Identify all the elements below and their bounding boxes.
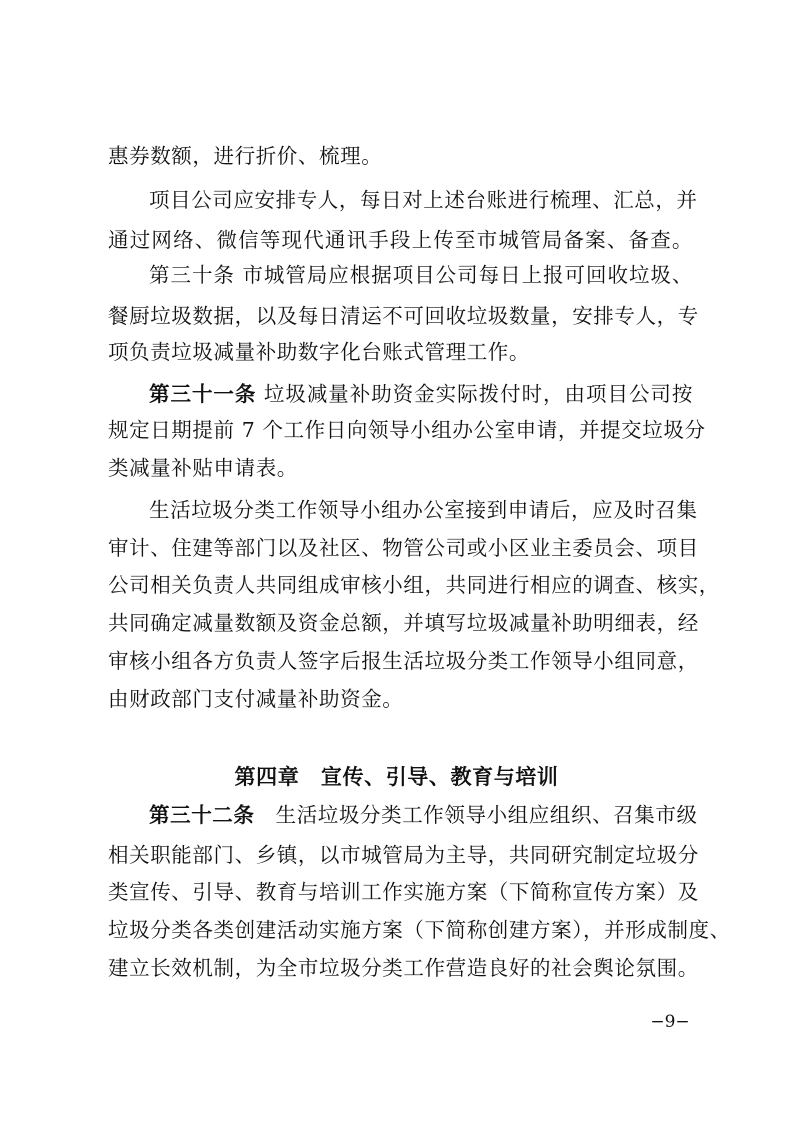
- text-line: 餐厨垃圾数据，以及每日清运不可回收垃圾数量，安排专人，专: [108, 304, 699, 328]
- article-number: 第三十二条: [149, 803, 255, 827]
- text-line: 垃圾分类各类创建活动实施方案（下简称创建方案），并形成制度、: [108, 918, 731, 942]
- text-line: 类减量补贴申请表。: [108, 456, 298, 480]
- text-line: 项目公司应安排专人，每日对上述台账进行梳理、汇总，并: [149, 188, 698, 212]
- text-line: 通过网络、微信等现代通讯手段上传至市城管局备案、备查。: [108, 228, 693, 252]
- text-line: 惠券数额，进行折价、梳理。: [108, 144, 383, 168]
- text-line: 项负责垃圾减量补助数字化台账式管理工作。: [108, 340, 530, 364]
- text-line: 类宣传、引导、教育与培训工作实施方案（下简称宣传方案）及: [108, 880, 699, 904]
- article-31-line: [149, 374, 693, 414]
- text-line: 规定日期提前 7 个工作日向领导小组办公室申请，并提交垃圾分: [108, 418, 706, 442]
- text-line: 公司相关负责人共同组成审核小组，共同进行相应的调查、核实，: [108, 573, 720, 597]
- text-line: 建立长效机制，为全市垃圾分类工作营造良好的社会舆论氛围。: [108, 956, 699, 980]
- text-line: 由财政部门支付减量补助资金。: [108, 687, 404, 711]
- page-number: −9−: [650, 1012, 690, 1032]
- article-32-line: [149, 795, 698, 835]
- text-line: 相关职能部门、乡镇，以市城管局为主导，共同研究制定垃圾分: [108, 843, 699, 867]
- text-line: 审计、住建等部门以及社区、物管公司或小区业主委员会、项目: [108, 536, 699, 560]
- article-number: 第三十一条: [149, 382, 257, 406]
- article-30-line: 第三十条 市城管局应根据项目公司每日上报可回收垃圾、: [149, 263, 693, 287]
- text-line: 共同确定减量数额及资金总额，并填写垃圾减量补助明细表，经: [108, 611, 699, 635]
- article-text: 生活垃圾分类工作领导小组应组织、召集市级: [254, 803, 698, 827]
- text-line: 生活垃圾分类工作领导小组办公室接到申请后，应及时召集: [149, 498, 698, 522]
- text-line: 审核小组各方负责人签字后报生活垃圾分类工作领导小组同意，: [108, 649, 699, 673]
- article-text: 垃圾减量补助资金实际拨付时，由项目公司按: [256, 382, 693, 406]
- chapter-heading: 第四章 宣传、引导、教育与培训: [234, 765, 559, 789]
